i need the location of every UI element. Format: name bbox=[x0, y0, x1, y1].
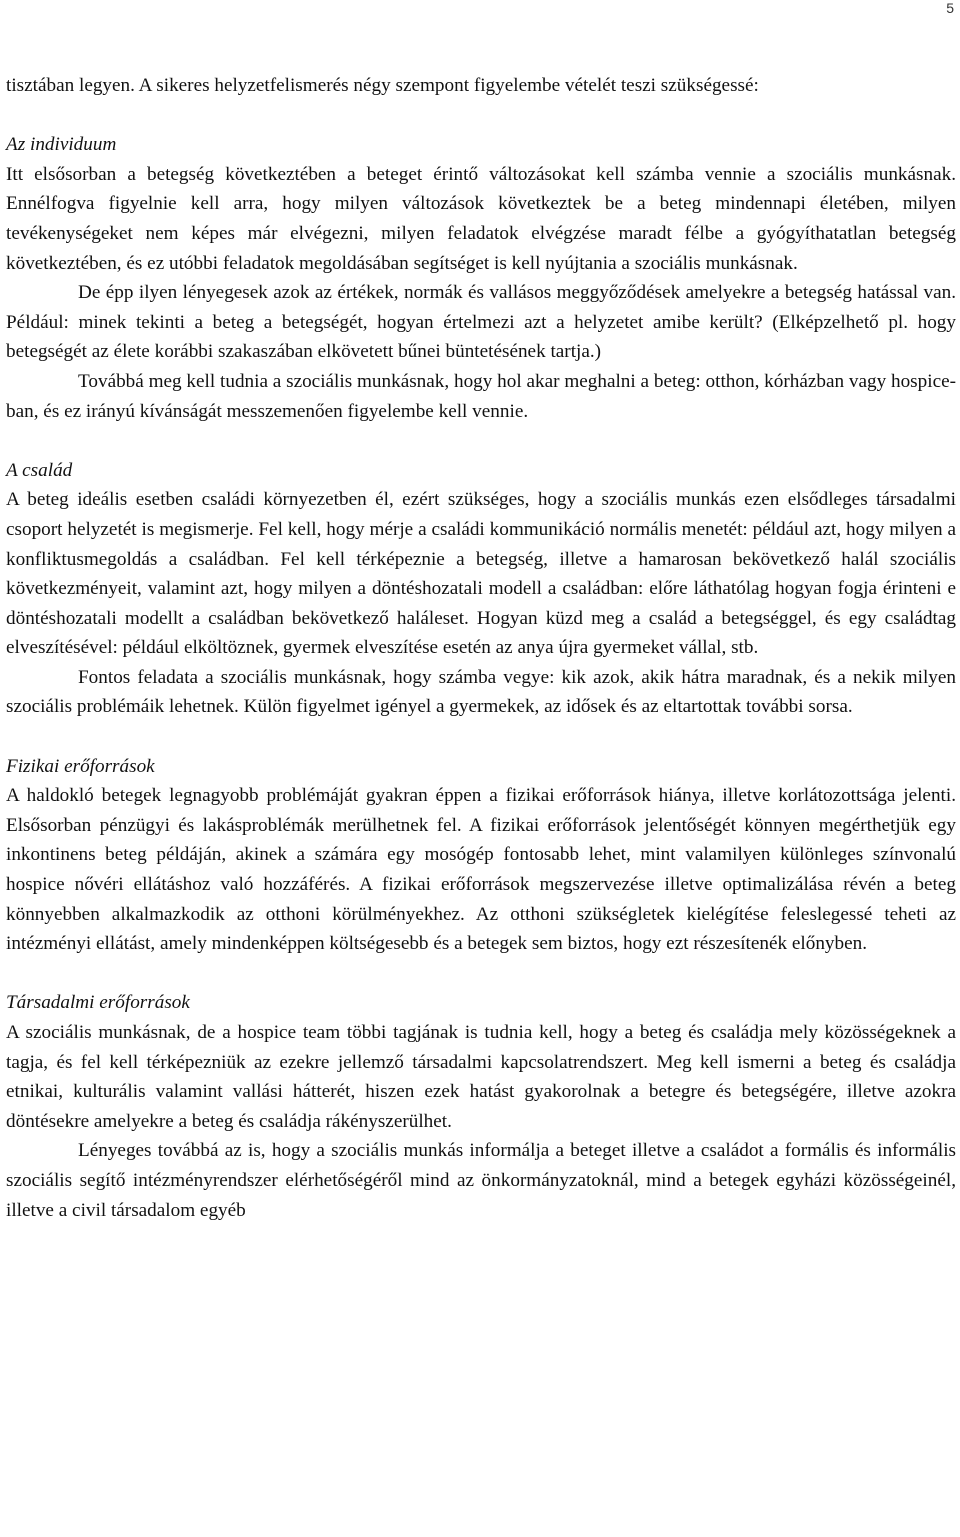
tarsadalmi-paragraph-2: Lényeges továbbá az is, hogy a szociális munkás informálja a beteget illetve a családot a formális és informális szociális segítő intézményrendszer elérhetőségéről mind az önkormányzatoknál, mind a betegek egyházi közösségeinél, illetve a civil társadalom egyéb bbox=[6, 1140, 956, 1221]
individuum-paragraph-3: Továbbá meg kell tudnia a szociális munkásnak, hogy hol akar meghalni a beteg: otthon, kórházban vagy hospice-ban, és ez irányú kívánságát messzemenően figyelembe kell vennie. bbox=[6, 370, 956, 422]
heading-fizikai: Fizikai erőforrások bbox=[6, 755, 155, 777]
individuum-paragraph-1: Itt elsősorban a betegség következtében a beteget érintő változásokat kell számba vennie a szociális munkásnak. Ennélfogva figyelnie kell arra, hogy milyen változások következtek be a beteg mindennapi életében, milyen tevékenységeket nem képes már elvégezni, milyen feladatok elvégzése maradt félbe a gyógyíthatatlan betegség következtében, és ez utóbbi feladatok megoldásában segítséget is kell nyújtania a szociális munkásnak. bbox=[6, 163, 956, 274]
tarsadalmi-paragraph-1: A szociális munkásnak, de a hospice team többi tagjának is tudnia kell, hogy a beteg és családja mely közösségeknek a tagja, és fel kell térképezniük az ezekre jellemző társadalmi kapcsolatrendszert. Meg kell ismerni a beteg és családja etnikai, kulturális valamint vallási hátterét, hiszen ezek hatást gyakorolnak a betegre és betegségére, illetve azokra döntésekre amelyekre a beteg és családja rákényszerülhet. bbox=[6, 1022, 956, 1132]
csalad-paragraph-2: Fontos feladata a szociális munkásnak, hogy számba vegye: kik azok, akik hátra maradnak, és a nekik milyen szociális problémáik lehetnek. Külön figyelmet igényel a gyermekek, az idősek és az eltartottak további sorsa. bbox=[6, 666, 956, 718]
page-number: 5 bbox=[946, 0, 954, 16]
csalad-paragraph-1: A beteg ideális esetben családi környezetben él, ezért szükséges, hogy a szociális munkás ezen elsődleges társadalmi csoport helyzetét is megismerje. Fel kell, hogy mérje a családi kommunikáció normális menetét: például azt, hogy milyen a konfliktusmegoldás a családban. Fel kell térképeznie a betegség, illetve a hamarosan bekövetkező halál szociális következményeit, valamint azt, hogy milyen a döntéshozatali modell a családban: előre láthatólag hogyan fogja érinteni e döntéshozatali modellt a családban bekövetkező haláleset. Hogyan küzd meg a család a betegséggel, és egy családtag elveszítésével: például elköltöznek, gyermek elveszítése esetén az anya újra gyermeket vállal, stb. bbox=[6, 489, 956, 659]
document-body bbox=[6, 71, 956, 1225]
individuum-paragraph-2: De épp ilyen lényegesek azok az értékek, normák és vallásos meggyőződések amelyekre a betegség hatással van. Például: minek tekinti a beteg a betegségét, hogyan értelmezi azt a helyzetet amibe került? (Elképzelhető pl. hogy betegségét az élete korábbi szakaszában elkövetett bűnei büntetésének tartja.) bbox=[6, 282, 956, 363]
heading-individuum: Az individuum bbox=[6, 134, 117, 156]
heading-tarsadalmi: Társadalmi erőforrások bbox=[6, 992, 190, 1014]
intro-paragraph: tisztában legyen. A sikeres helyzetfelismerés négy szempont figyelembe vételét teszi szükségessé: bbox=[6, 75, 759, 96]
heading-csalad: A család bbox=[6, 459, 73, 481]
fizikai-paragraph-1: A haldokló betegek legnagyobb problémáját gyakran éppen a fizikai erőforrások hiánya, illetve korlátozottsága jelenti. Elsősorban pénzügyi és lakásproblémák merülhetnek fel. A fizikai erőforrások jelentőségét könnyen megérthetjük egy inkontinens beteg példáján, akinek a számára egy mosógép fontosabb lehet, mint valamilyen különleges színvonalú hospice nővéri ellátáshoz való hozzáférés. A fizikai erőforrások megszervezése illetve optimalizálása révén a beteg könnyebben alkalmazkodik az otthoni körülményekhez. Az otthoni szükségletek kielégítése feleslegessé teheti az intézményi ellátást, amely mindenképpen költségesebb és a betegek sem biztos, hogy ezt részesítenék előnyben. bbox=[6, 785, 956, 955]
